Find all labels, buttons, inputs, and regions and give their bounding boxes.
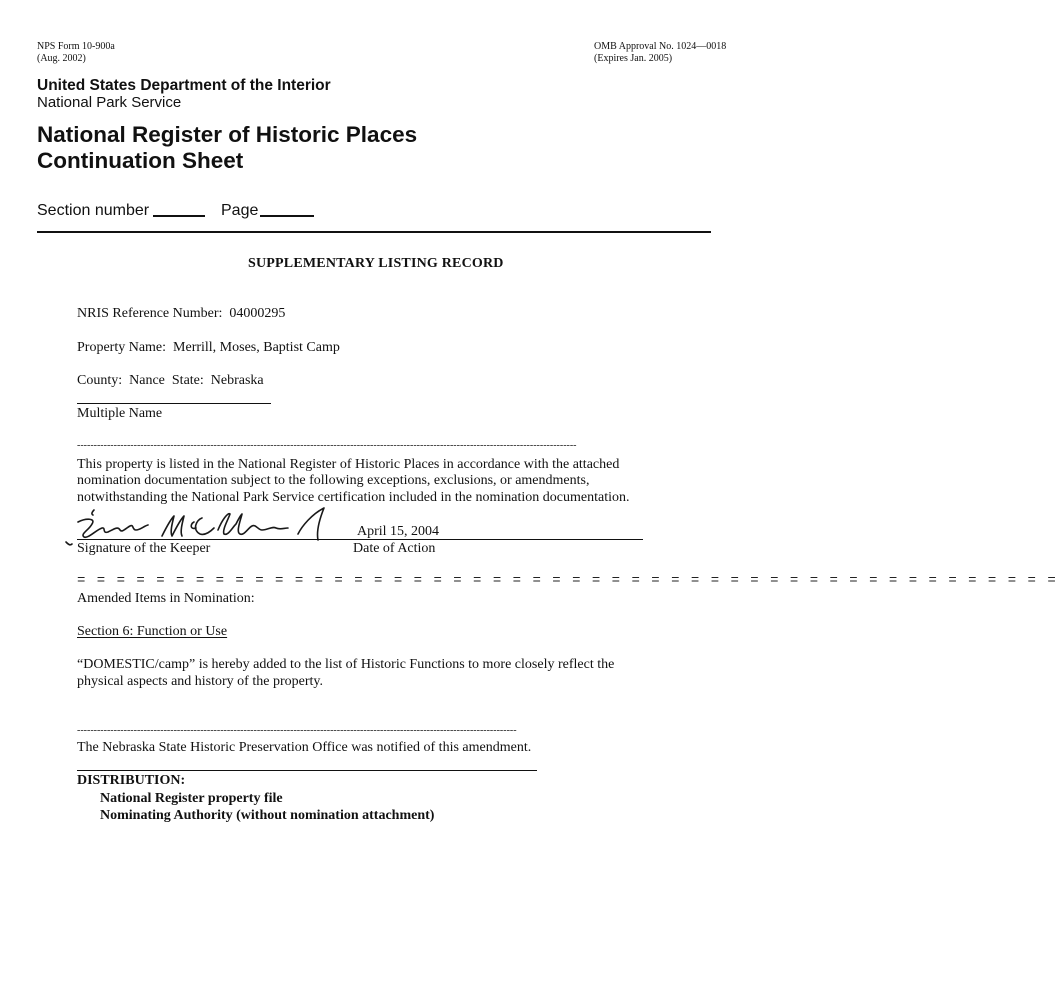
multiple-name-rule [77, 403, 271, 404]
amendment-text-line-2: physical aspects and history of the property. [77, 674, 323, 689]
header-divider [37, 231, 711, 233]
amendment-text-line-1: “DOMESTIC/camp” is hereby added to the list of Historic Functions to more closely reflect the [77, 657, 615, 672]
county-value: Nance [129, 373, 165, 388]
section-number-blank [153, 215, 205, 217]
distribution-heading: DISTRIBUTION: [77, 773, 186, 788]
omb-expiration: (Expires Jan. 2005) [594, 53, 673, 64]
statement-line-3: notwithstanding the National Park Service certification included in the nomination documentation. [77, 490, 630, 505]
omb-approval: OMB Approval No. 1024—0018 [594, 41, 727, 52]
action-date: April 15, 2004 [357, 524, 440, 539]
multiple-name-label: Multiple Name [77, 406, 163, 421]
nris-value: 04000295 [229, 306, 286, 321]
department-name: United States Department of the Interior [37, 77, 331, 94]
amended-heading: Amended Items in Nomination: [77, 591, 255, 606]
form-date: (Aug. 2002) [37, 53, 86, 64]
dashed-separator-2: ------------------------------------------------------------------------------------------------------------------------------------ [77, 725, 517, 736]
dashed-separator: ------------------------------------------------------------------------------------------------------------------------------------------------------ [77, 440, 577, 451]
date-of-action-label: Date of Action [353, 541, 436, 556]
property-label: Property Name: [77, 340, 167, 355]
amended-section-title: Section 6: Function or Use [77, 624, 228, 639]
nris-reference [77, 306, 285, 323]
double-dashed-separator: = = = = = = = = = = = = = = = = = = = = = = = = = = = = = = = = = = = = = = = = = = = = = = = = = = [77, 573, 1057, 589]
nris-label: NRIS Reference Number: [77, 306, 223, 321]
notification-text: The Nebraska State Historic Preservation Office was notified of this amendment. [77, 740, 532, 755]
distribution-rule [77, 770, 537, 771]
signature-rule [77, 539, 643, 540]
service-name: National Park Service [37, 94, 182, 111]
distribution-item: National Register property file [100, 791, 283, 806]
property-name [77, 340, 340, 357]
statement-line-2: nomination documentation subject to the following exceptions, exclusions, or amendments, [77, 473, 590, 488]
page-blank [260, 215, 314, 217]
county-label: County: [77, 373, 123, 388]
page-label: Page [221, 202, 259, 219]
distribution-item: Nominating Authority (without nomination attachment) [100, 808, 435, 823]
section-number-label: Section number [37, 202, 150, 219]
form-number: NPS Form 10-900a [37, 41, 115, 52]
state-label: State: [171, 373, 204, 388]
county-state [77, 373, 264, 390]
statement-line-1: This property is listed in the National Register of Historic Places in accordance with the attached [77, 457, 620, 472]
property-value: Merrill, Moses, Baptist Camp [173, 340, 340, 355]
page-subtitle: Continuation Sheet [37, 148, 244, 173]
record-heading: SUPPLEMENTARY LISTING RECORD [248, 256, 504, 271]
keeper-label: Signature of the Keeper [77, 541, 211, 556]
page-title: National Register of Historic Places [37, 122, 418, 147]
state-value: Nebraska [210, 373, 264, 388]
